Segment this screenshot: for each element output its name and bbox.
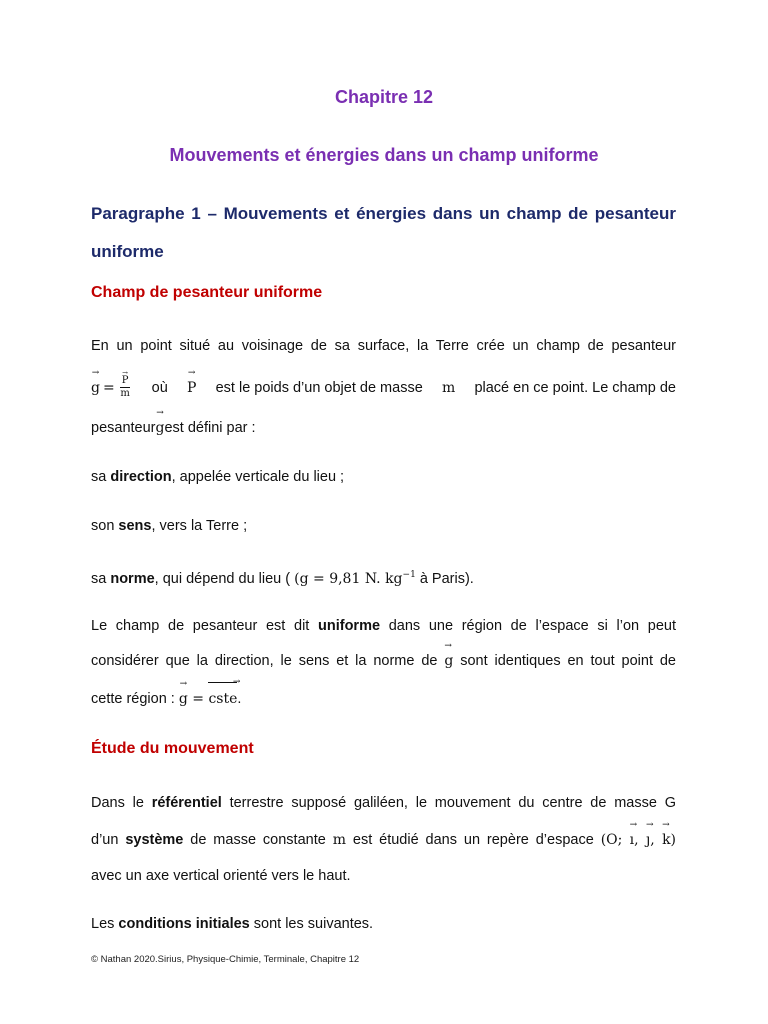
section-heading-etude: Étude du mouvement [91, 740, 254, 757]
text-line: sa direction, appelée verticale du lieu ; [91, 469, 345, 485]
text-line: sa norme, qui dépend du lieu ( (g = 9,81 N. $kg^{-1}$ à Paris). [91, 570, 474, 587]
vector-k: → k [662, 820, 671, 848]
vector-j: → ȷ [645, 820, 654, 848]
vector-g: → g [91, 367, 100, 396]
fraction-p-over-m: → P m [120, 369, 130, 399]
text-line: pesanteur → gest défini par : [91, 408, 256, 436]
vector-cste: → cste [208, 677, 241, 707]
equation-g: → g = → P m [91, 367, 130, 399]
text-line: cette région : → g = → cste. [91, 677, 242, 707]
chapter-label: Chapitre 12 [334, 87, 434, 107]
text-line: d’un système de masse constante m est étudié dans un repère d’espace (O; → ı, → ȷ, → k) [91, 820, 677, 848]
vector-p: → P [186, 367, 197, 396]
section-heading-champ: Champ de pesanteur uniforme [91, 284, 323, 301]
vector-g: → g [155, 408, 165, 436]
vector-g: → g [178, 679, 188, 707]
text-line: Dans le référentiel terrestre supposé galiléen, le mouvement du centre de masse G [91, 795, 676, 811]
text-line: → g = → P m où → P est le poids d’un objet de masse m placé en ce point. Le champ de [91, 367, 676, 399]
vector-g: → g [444, 641, 454, 669]
text-line: Le champ de pesanteur est dit uniforme dans une région de l’espace si l’on peut [91, 618, 676, 634]
text-line: son sens, vers la Terre ; [91, 518, 248, 534]
text-line: En un point situé au voisinage de sa surface, la Terre crée un champ de pesanteur [91, 338, 676, 354]
vector-i: → ı [629, 820, 638, 848]
paragraph-title: Paragraphe 1 – Mouvements et énergies dans un champ de pesanteur uniforme [91, 204, 676, 261]
text-line: avec un axe vertical orienté vers le haut. [91, 868, 351, 884]
text-line: Les conditions initiales sont les suivantes. [91, 916, 374, 932]
chapter-title: Mouvements et énergies dans un champ uniforme [169, 145, 599, 165]
text-line: considérer que la direction, le sens et la norme de → g sont identiques en tout point de [91, 641, 676, 669]
footer-copyright: © Nathan 2020.Sirius, Physique-Chimie, Terminale, Chapitre 12 [91, 954, 360, 965]
